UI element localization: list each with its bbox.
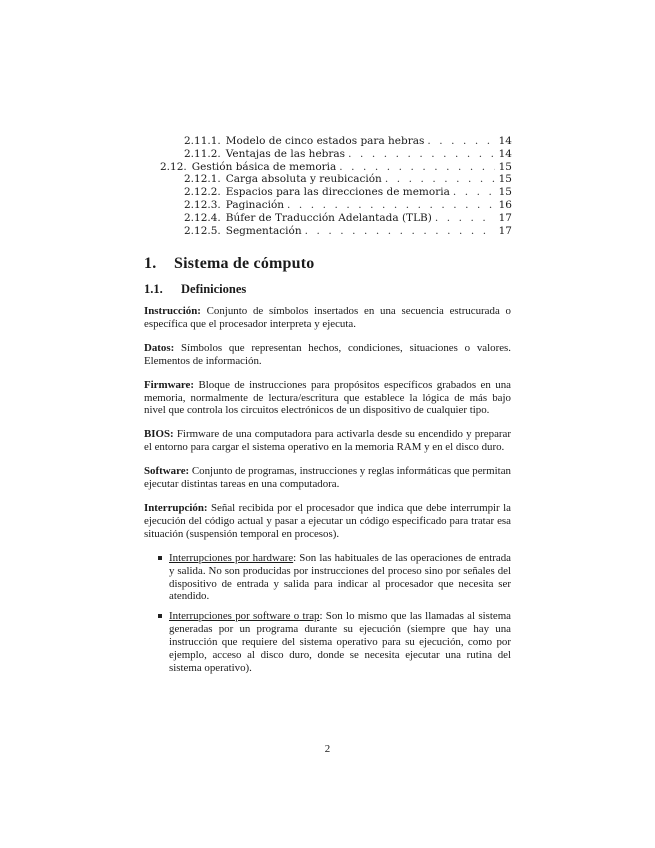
toc-entry-title: Modelo de cinco estados para hebras — [225, 135, 425, 147]
definition-paragraph — [144, 379, 511, 418]
subsection-heading — [144, 282, 246, 297]
definition-paragraph — [144, 465, 511, 491]
toc-entry-page: 15 — [498, 186, 512, 199]
section-number: 1. — [144, 255, 157, 272]
toc-entry[interactable] — [160, 212, 512, 225]
toc-entry-page: 17 — [498, 211, 512, 224]
toc-entry[interactable] — [160, 148, 512, 161]
toc-entry-title: Ventajas de las hebras — [225, 147, 346, 160]
definition-text: Símbolos que representan hechos, condiciones, situaciones o valores. Elementos de información. — [144, 341, 511, 367]
definition-paragraph — [144, 428, 511, 454]
definition-term: BIOS: — [144, 428, 174, 441]
list-item — [144, 552, 511, 604]
toc-entry-title: Segmentación — [225, 224, 302, 237]
subsection-title: Definiciones — [181, 282, 247, 296]
toc-entry-page: 17 — [498, 224, 512, 237]
definition-text: Bloque de instrucciones para propósitos específicos grabados en una memoria, normalmente de lectura/escritura que establece la lógica de más bajo nivel que controla los circuitos electrónicos de un dispositivo de cualquier tipo. — [144, 378, 511, 417]
definition-text: Señal recibida por el procesador que indica que debe interrumpir la ejecución del código actual y pasar a ejecutar un código especificado para tratar esa situación (suspensión temporal en procesos). — [144, 501, 511, 540]
toc-entry-page: 15 — [498, 173, 512, 186]
square-bullet-icon — [158, 556, 162, 560]
definition-text: Conjunto de programas, instrucciones y reglas informáticas que permitan ejecutar distintas tareas en una computadora. — [144, 465, 511, 491]
page-number: 2 — [324, 743, 331, 755]
toc-entry[interactable] — [160, 199, 512, 212]
toc-leader-dots — [287, 199, 495, 211]
list-item — [144, 610, 511, 675]
toc-entry-title: Búfer de Traducción Adelantada (TLB) — [225, 211, 432, 224]
toc-leader-dots — [339, 161, 495, 173]
definition-text: Firmware de una computadora para activarla desde su encendido y preparar el entorno para cargar el sistema operativo en la memoria RAM y en el disco duro. — [144, 428, 511, 454]
square-bullet-icon — [158, 614, 162, 618]
list-item-text: : Son lo mismo que las llamadas al sistema generadas por un programa durante su ejecución (siempre que hay una instrucción que requiere del sistema operativo para su ejecución, como por ejemplo, acceso al disco duro, donde se necesita ejecutar una rutina del sistema operativo). — [169, 610, 512, 674]
toc-leader-dots — [305, 225, 495, 237]
section-title: Sistema de cómputo — [174, 255, 315, 272]
toc-entry[interactable] — [160, 186, 512, 199]
toc-entry-page: 14 — [498, 135, 512, 147]
list-item-term: Interrupciones por software o trap — [169, 610, 320, 623]
table-of-contents — [160, 135, 512, 237]
toc-entry[interactable] — [160, 225, 512, 238]
definition-term: Firmware: — [144, 378, 194, 391]
toc-entry-number: 2.11.2. — [184, 147, 221, 160]
toc-entry[interactable] — [160, 135, 512, 148]
subsection-number: 1.1. — [144, 282, 163, 296]
toc-leader-dots — [385, 173, 495, 185]
definition-term: Datos: — [144, 341, 175, 354]
definition-term: Instrucción: — [144, 305, 201, 317]
toc-entry-number: 2.11.1. — [184, 135, 221, 147]
toc-entry-number: 2.12.1. — [184, 173, 221, 186]
toc-entry-title: Carga absoluta y reubicación — [225, 173, 382, 186]
toc-entry-number: 2.12. — [160, 160, 187, 173]
definition-term: Interrupción: — [144, 501, 208, 514]
toc-entry-number: 2.12.4. — [184, 211, 221, 224]
toc-entry-number: 2.12.3. — [184, 198, 221, 211]
definition-paragraph — [144, 305, 511, 331]
toc-entry[interactable] — [160, 173, 512, 186]
toc-entry-number: 2.12.5. — [184, 224, 221, 237]
definition-paragraph — [144, 502, 511, 541]
toc-leader-dots — [427, 135, 495, 147]
toc-leader-dots — [453, 186, 495, 198]
toc-leader-dots — [348, 148, 495, 160]
definition-paragraph — [144, 342, 511, 368]
definition-term: Software: — [144, 465, 190, 478]
definition-text: Conjunto de símbolos insertados en una secuencia estrucurada o específica que el procesador interpreta y ejecuta. — [144, 305, 511, 330]
list-item-text: : Son las habituales de las operaciones de entrada y salida. No son producidas por instrucciones del proceso sino por señales del dispositivo de entrada y salida para indicar al procesador que necesita ser atendido. — [169, 551, 511, 603]
toc-entry-page: 15 — [498, 160, 512, 173]
list-item-term: Interrupciones por hardware — [169, 551, 294, 564]
toc-leader-dots — [435, 212, 495, 224]
toc-entry-title: Gestión básica de memoria — [191, 160, 337, 173]
interrupt-types-list — [144, 552, 511, 675]
toc-entry-number: 2.12.2. — [184, 186, 221, 199]
toc-entry-page: 14 — [498, 147, 512, 160]
toc-entry-title: Espacios para las direcciones de memoria — [225, 186, 450, 199]
toc-entry-title: Paginación — [225, 198, 285, 211]
toc-entry[interactable] — [160, 161, 512, 174]
toc-entry-page: 16 — [498, 198, 512, 211]
section-heading — [144, 255, 314, 273]
definitions-body — [144, 305, 511, 682]
